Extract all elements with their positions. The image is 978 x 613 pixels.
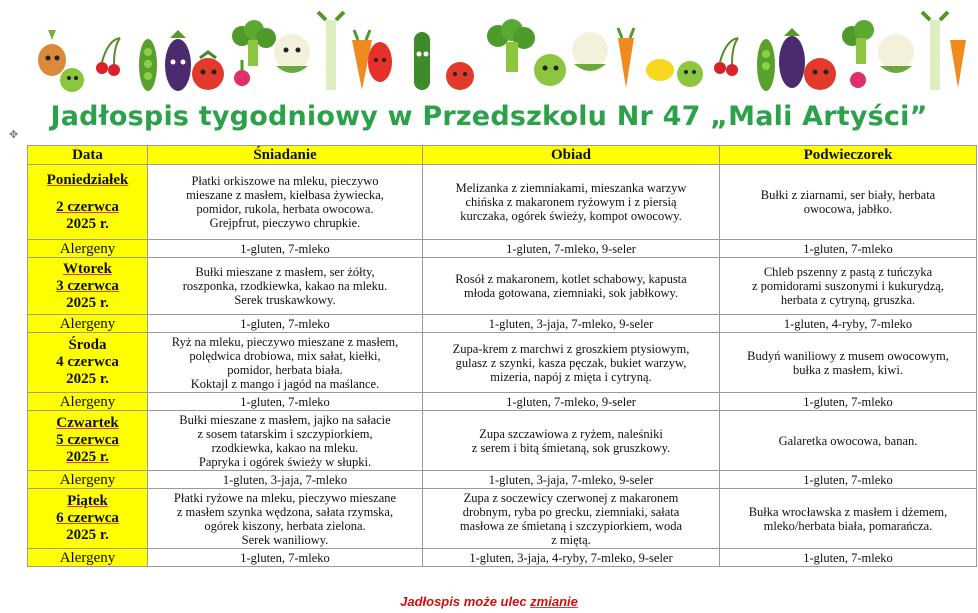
day-name: Wtorek bbox=[63, 260, 112, 277]
menu-table bbox=[27, 145, 977, 567]
allergens-lunch: 1-gluten, 3-jaja, 7-mleko, 9-seler bbox=[423, 315, 720, 333]
menu-line: pomidor, rukola, herbata owocowa. bbox=[196, 202, 374, 216]
allergens-label: Alergeny bbox=[28, 549, 148, 567]
day-year: 2025 r. bbox=[66, 215, 109, 232]
cabbage-icon bbox=[534, 54, 566, 86]
menu-line: Melizanka z ziemniakami, mieszanka warzyw bbox=[455, 181, 687, 195]
cauliflower-icon bbox=[274, 34, 310, 73]
menu-line: masłowa ze śmietaną i szczypiorkiem, woda bbox=[459, 518, 683, 533]
menu-line: gulasz z szynki, kasza pęczak, bukiet warzyw, bbox=[455, 355, 687, 370]
day-cell bbox=[28, 258, 148, 315]
allergens-label: Alergeny bbox=[28, 393, 148, 411]
allergens-label: Alergeny bbox=[28, 471, 148, 489]
header-row bbox=[28, 146, 977, 165]
lunch-cell bbox=[423, 411, 720, 471]
radish-icon bbox=[234, 60, 250, 86]
allergens-lunch: 1-gluten, 7-mleko, 9-seler bbox=[423, 240, 720, 258]
menu-line: Serek waniliowy. bbox=[241, 532, 329, 547]
menu-line: owocowa, jabłko. bbox=[803, 202, 893, 216]
apple-icon bbox=[60, 68, 84, 92]
change-notice bbox=[0, 594, 978, 609]
menu-line: bułka z masłem, kiwi. bbox=[792, 362, 904, 377]
header-snack: Podwieczorek bbox=[720, 146, 977, 165]
menu-line: Chleb pszenny z pastą z tuńczyka bbox=[763, 265, 933, 279]
header-date: Data bbox=[28, 146, 148, 165]
menu-line: drobnym, ryba po grecku, ziemniaki, sałata bbox=[462, 504, 680, 519]
allergens-snack: 1-gluten, 7-mleko bbox=[720, 471, 977, 489]
pea-pod-icon bbox=[139, 39, 157, 91]
eggplant-icon bbox=[165, 30, 191, 91]
menu-line: z masłem szynka wędzona, sałata rzymska, bbox=[176, 504, 394, 519]
menu-line: Bułka wrocławska z masłem i dżemem, bbox=[748, 504, 948, 519]
day-cell bbox=[28, 411, 148, 471]
tomato-icon bbox=[192, 52, 224, 90]
menu-line: chińska z makaronem ryżowym i z piersią bbox=[465, 195, 677, 209]
day-cell bbox=[28, 333, 148, 393]
menu-line: Grejpfrut, pieczywo chrupkie. bbox=[209, 216, 361, 230]
snack-cell bbox=[720, 258, 977, 315]
cherry-icon bbox=[96, 38, 120, 76]
snack-cell bbox=[720, 165, 977, 240]
leek-icon bbox=[318, 12, 344, 90]
menu-line: Bułki mieszane z masłem, jajko na sałacie bbox=[179, 412, 391, 427]
menu-line: Zupa szczawiowa z ryżem, naleśniki bbox=[479, 426, 663, 441]
snack-cell bbox=[720, 333, 977, 393]
header-lunch: Obiad bbox=[423, 146, 720, 165]
day-cell bbox=[28, 165, 148, 240]
menu-line: ogórek kiszony, herbata zielona. bbox=[204, 518, 366, 533]
allergens-lunch: 1-gluten, 3-jaja, 7-mleko, 9-seler bbox=[423, 471, 720, 489]
day-row bbox=[28, 411, 977, 471]
apple-icon bbox=[677, 61, 703, 87]
allergens-breakfast: 1-gluten, 3-jaja, 7-mleko bbox=[148, 471, 423, 489]
cauliflower-icon bbox=[572, 32, 608, 71]
menu-line: z pomidorami suszonymi i kukurydzą, bbox=[752, 279, 944, 293]
allergens-snack: 1-gluten, 7-mleko bbox=[720, 240, 977, 258]
menu-line: Zupa-krem z marchwi z groszkiem ptysiowym, bbox=[452, 341, 690, 356]
change-notice-text: Jadłospis może ulec bbox=[400, 594, 531, 609]
day-year: 2025 r. bbox=[66, 527, 109, 543]
menu-line: mieszane z masłem, kiełbasa żywiecka, bbox=[186, 188, 384, 202]
carrot-icon bbox=[618, 28, 634, 88]
header-breakfast: Śniadanie bbox=[148, 146, 423, 165]
breakfast-cell bbox=[148, 333, 423, 393]
menu-line: Bułki mieszane z masłem, ser żółty, bbox=[195, 265, 375, 279]
day-row bbox=[28, 165, 977, 240]
menu-line: kurczaka, ogórek świeży, kompot owocowy. bbox=[460, 209, 682, 223]
menu-line: Serek truskawkowy. bbox=[234, 293, 336, 307]
menu-line: roszponka, rzodkiewka, kakao na mleku. bbox=[182, 279, 388, 293]
pepper-icon bbox=[368, 42, 392, 82]
snack-cell bbox=[720, 411, 977, 471]
menu-line: Ryż na mleku, pieczywo mieszane z masłem, bbox=[171, 334, 399, 349]
day-year: 2025 r. bbox=[66, 371, 109, 387]
menu-line: Płatki ryżowe na mleku, pieczywo mieszane bbox=[173, 490, 397, 505]
allergens-row bbox=[28, 471, 977, 489]
day-date: 4 czerwca bbox=[56, 354, 119, 370]
lunch-cell bbox=[423, 165, 720, 240]
menu-line: Zupa z soczewicy czerwonej z makaronem bbox=[463, 490, 679, 505]
day-row bbox=[28, 258, 977, 315]
menu-line: rzodkiewka, kakao na mleku. bbox=[211, 440, 359, 455]
allergens-snack: 1-gluten, 7-mleko bbox=[720, 549, 977, 567]
day-date: 3 czerwca bbox=[56, 277, 119, 294]
menu-line: herbata z cytryną, gruszka. bbox=[780, 293, 916, 307]
allergens-row bbox=[28, 393, 977, 411]
breakfast-cell bbox=[148, 489, 423, 549]
day-cell bbox=[28, 489, 148, 549]
menu-line: młoda gotowana, ziemniaki, sok jabłkowy. bbox=[463, 286, 679, 300]
day-date: 5 czerwca bbox=[56, 432, 119, 448]
allergens-breakfast: 1-gluten, 7-mleko bbox=[148, 393, 423, 411]
day-name: Środa bbox=[68, 337, 107, 353]
pea-pod-icon bbox=[757, 39, 775, 91]
allergens-row bbox=[28, 240, 977, 258]
lunch-cell bbox=[423, 489, 720, 549]
menu-line: Rosół z makaronem, kotlet schabowy, kapusta bbox=[455, 272, 687, 286]
lunch-cell bbox=[423, 258, 720, 315]
menu-line: Koktajl z mango i jagód na maślance. bbox=[190, 376, 380, 391]
menu-line: polędwica drobiowa, mix sałat, kiełki, bbox=[189, 348, 381, 363]
menu-line: z serem i bitą śmietaną, sok gruszkowy. bbox=[471, 440, 671, 455]
breakfast-cell bbox=[148, 258, 423, 315]
day-name: Poniedziałek bbox=[46, 171, 129, 188]
allergens-label: Alergeny bbox=[28, 240, 148, 258]
allergens-breakfast: 1-gluten, 7-mleko bbox=[148, 240, 423, 258]
allergens-snack: 1-gluten, 4-ryby, 7-mleko bbox=[720, 315, 977, 333]
broccoli-icon bbox=[487, 19, 535, 72]
leek-icon bbox=[922, 12, 948, 90]
allergens-lunch: 1-gluten, 3-jaja, 4-ryby, 7-mleko, 9-seler bbox=[423, 549, 720, 567]
allergens-lunch: 1-gluten, 7-mleko, 9-seler bbox=[423, 393, 720, 411]
day-year: 2025 r. bbox=[66, 449, 109, 465]
breakfast-cell bbox=[148, 165, 423, 240]
breakfast-cell bbox=[148, 411, 423, 471]
menu-line: Budyń waniliowy z musem owocowym, bbox=[747, 348, 949, 363]
broccoli-icon bbox=[232, 20, 276, 66]
cauliflower-icon bbox=[878, 34, 914, 73]
day-name: Czwartek bbox=[56, 415, 119, 431]
tomato-icon bbox=[804, 58, 836, 90]
menu-line: z sosem tatarskim i szczypiorkiem, bbox=[197, 426, 373, 441]
day-row bbox=[28, 333, 977, 393]
page-title: Jadłospis tygodniowy w Przedszkolu Nr 47 „Mali Artyści” bbox=[50, 101, 928, 132]
menu-line: Płatki orkiszowe na mleku, pieczywo bbox=[191, 174, 379, 188]
allergens-row bbox=[28, 315, 977, 333]
day-row bbox=[28, 489, 977, 549]
eggplant-icon bbox=[779, 28, 805, 88]
carrot-icon bbox=[950, 40, 966, 88]
onion-icon bbox=[38, 30, 66, 76]
broccoli-icon bbox=[842, 20, 874, 64]
radish-icon bbox=[850, 72, 866, 88]
allergens-breakfast: 1-gluten, 7-mleko bbox=[148, 549, 423, 567]
menu-line: pomidor, herbata biała. bbox=[227, 362, 343, 377]
day-name: Piątek bbox=[67, 493, 108, 509]
menu-line: Galaretka owocowa, banan. bbox=[778, 433, 918, 448]
cherry-icon bbox=[714, 38, 738, 76]
menu-line: Papryka i ogórek świeży w słupki. bbox=[198, 454, 372, 469]
allergens-label: Alergeny bbox=[28, 315, 148, 333]
allergens-row bbox=[28, 549, 977, 567]
table-move-handle-icon[interactable]: ✥ bbox=[9, 129, 19, 141]
lunch-cell bbox=[423, 333, 720, 393]
lemon-icon bbox=[646, 59, 674, 81]
menu-line: Bułki z ziarnami, ser biały, herbata bbox=[760, 188, 936, 202]
allergens-breakfast: 1-gluten, 7-mleko bbox=[148, 315, 423, 333]
day-date: 6 czerwca bbox=[56, 510, 119, 526]
change-notice-word: zmianie bbox=[530, 594, 578, 609]
vegetable-banner-image bbox=[30, 10, 975, 98]
allergens-snack: 1-gluten, 7-mleko bbox=[720, 393, 977, 411]
menu-line: z miętą. bbox=[551, 532, 591, 547]
day-date: 2 czerwca bbox=[56, 198, 119, 215]
snack-cell bbox=[720, 489, 977, 549]
menu-line: mleko/herbata biała, pomarańcza. bbox=[763, 518, 933, 533]
menu-line: mizeria, napój z mięta i cytryną. bbox=[490, 369, 652, 384]
tomato-icon bbox=[446, 62, 474, 90]
day-year: 2025 r. bbox=[66, 294, 109, 311]
cucumber-icon bbox=[414, 32, 430, 90]
